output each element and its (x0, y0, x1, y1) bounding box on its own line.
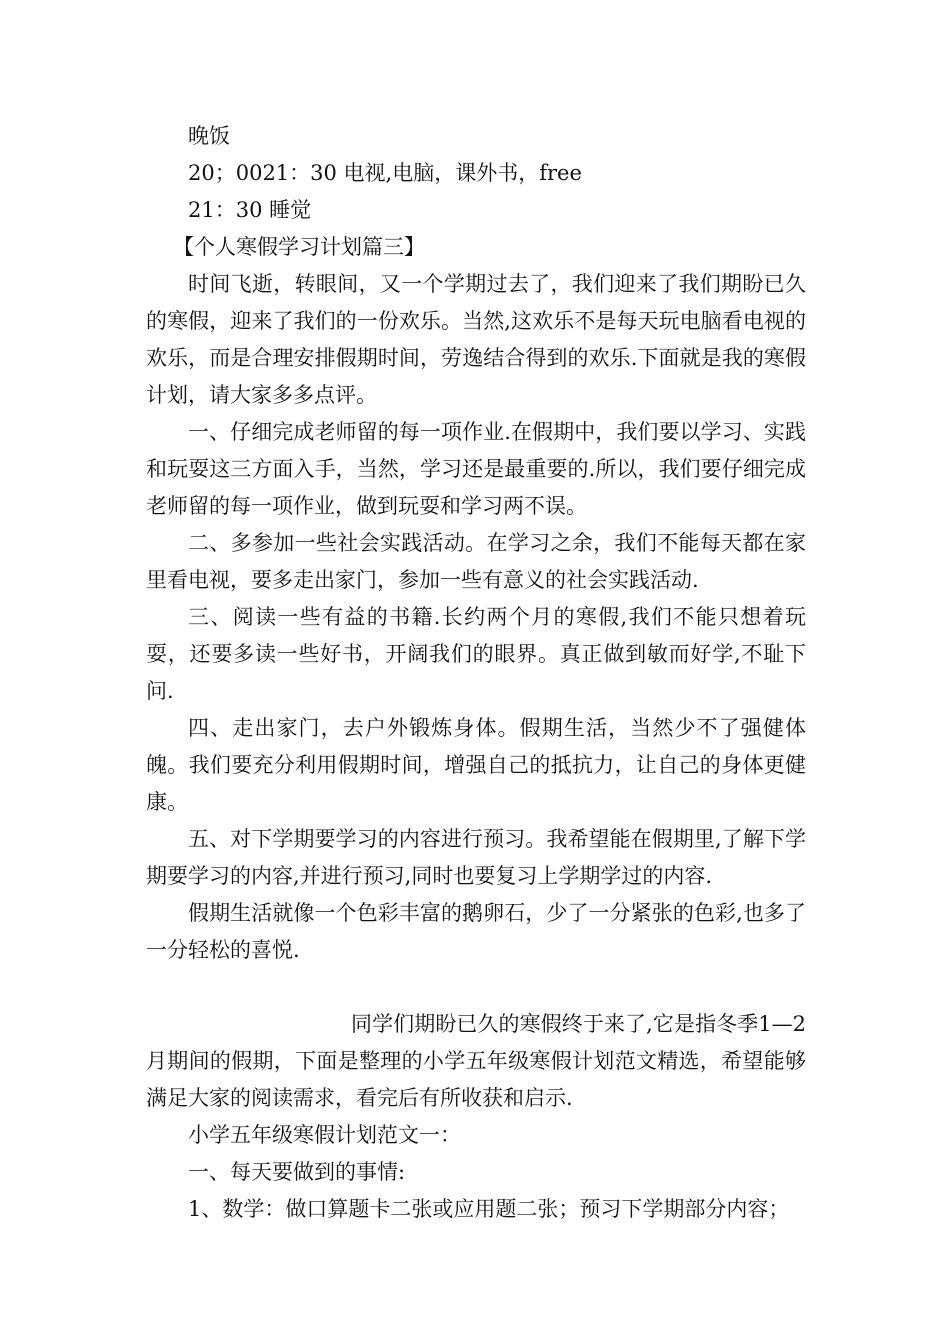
next-article-subheading: 一、每天要做到的事情: (188, 1160, 406, 1184)
plan-item-2: 二、多参加一些社会实践活动。在学习之余，我们不能每天都在家里看电视，要多走出家门，参加一些有意义的社会实践活动. (146, 531, 806, 592)
paragraph-spacer (146, 969, 806, 1006)
plan-item-1: 一、仔细完成老师留的每一项作业.在假期中，我们要以学习、实践和玩耍这三方面入手，当然，学习还是最重要的.所以，我们要仔细完成老师留的每一项作业，做到玩耍和学习两不误。 (146, 420, 806, 518)
closing-paragraph: 假期生活就像一个色彩丰富的鹅卵石，少了一分紧张的色彩,也多了一分轻松的喜悦. (146, 901, 806, 962)
section-title: 【个人寒假学习计划篇三】 (173, 235, 425, 259)
schedule-line-sleep: 21：30 睡觉 (188, 198, 312, 222)
plan-item-4: 四、走出家门，去户外锻炼身体。假期生活，当然少不了强健体魄。我们要充分利用假期时间，增强自己的抵抗力，让自己的身体更健康。 (146, 716, 806, 814)
section-intro-paragraph: 时间飞逝，转眼间，又一个学期过去了，我们迎来了我们期盼已久的寒假，迎来了我们的一份欢乐。当然,这欢乐不是每天玩电脑看电视的欢乐，而是合理安排假期时间，劳逸结合得到的欢乐.下面就是我的寒假计划，请大家多多点评。 (146, 272, 806, 407)
schedule-line-evening: 20；0021：30 电视,电脑，课外书，free (188, 161, 582, 185)
plan-item-3: 三、阅读一些有益的书籍.长约两个月的寒假,我们不能只想着玩耍，还要多读一些好书，开阔我们的眼界。真正做到敏而好学,不耻下问. (146, 605, 806, 703)
plan-item-5: 五、对下学期要学习的内容进行预习。我希望能在假期里,了解下学期要学习的内容,并进行预习,同时也要复习上学期学过的内容. (146, 827, 806, 888)
schedule-line-dinner: 晚饭 (188, 124, 230, 148)
document-body (146, 118, 806, 1228)
next-article-intro: 同学们期盼已久的寒假终于来了,它是指冬季1—2月期间的假期，下面是整理的小学五年级寒假计划范文精选，希望能够满足大家的阅读需求，看完后有所收获和启示. (146, 1012, 806, 1110)
next-article-heading: 小学五年级寒假计划范文一： (188, 1123, 461, 1147)
next-article-item-1: 1、数学：做口算题卡二张或应用题二张；预习下学期部分内容； (188, 1197, 790, 1221)
